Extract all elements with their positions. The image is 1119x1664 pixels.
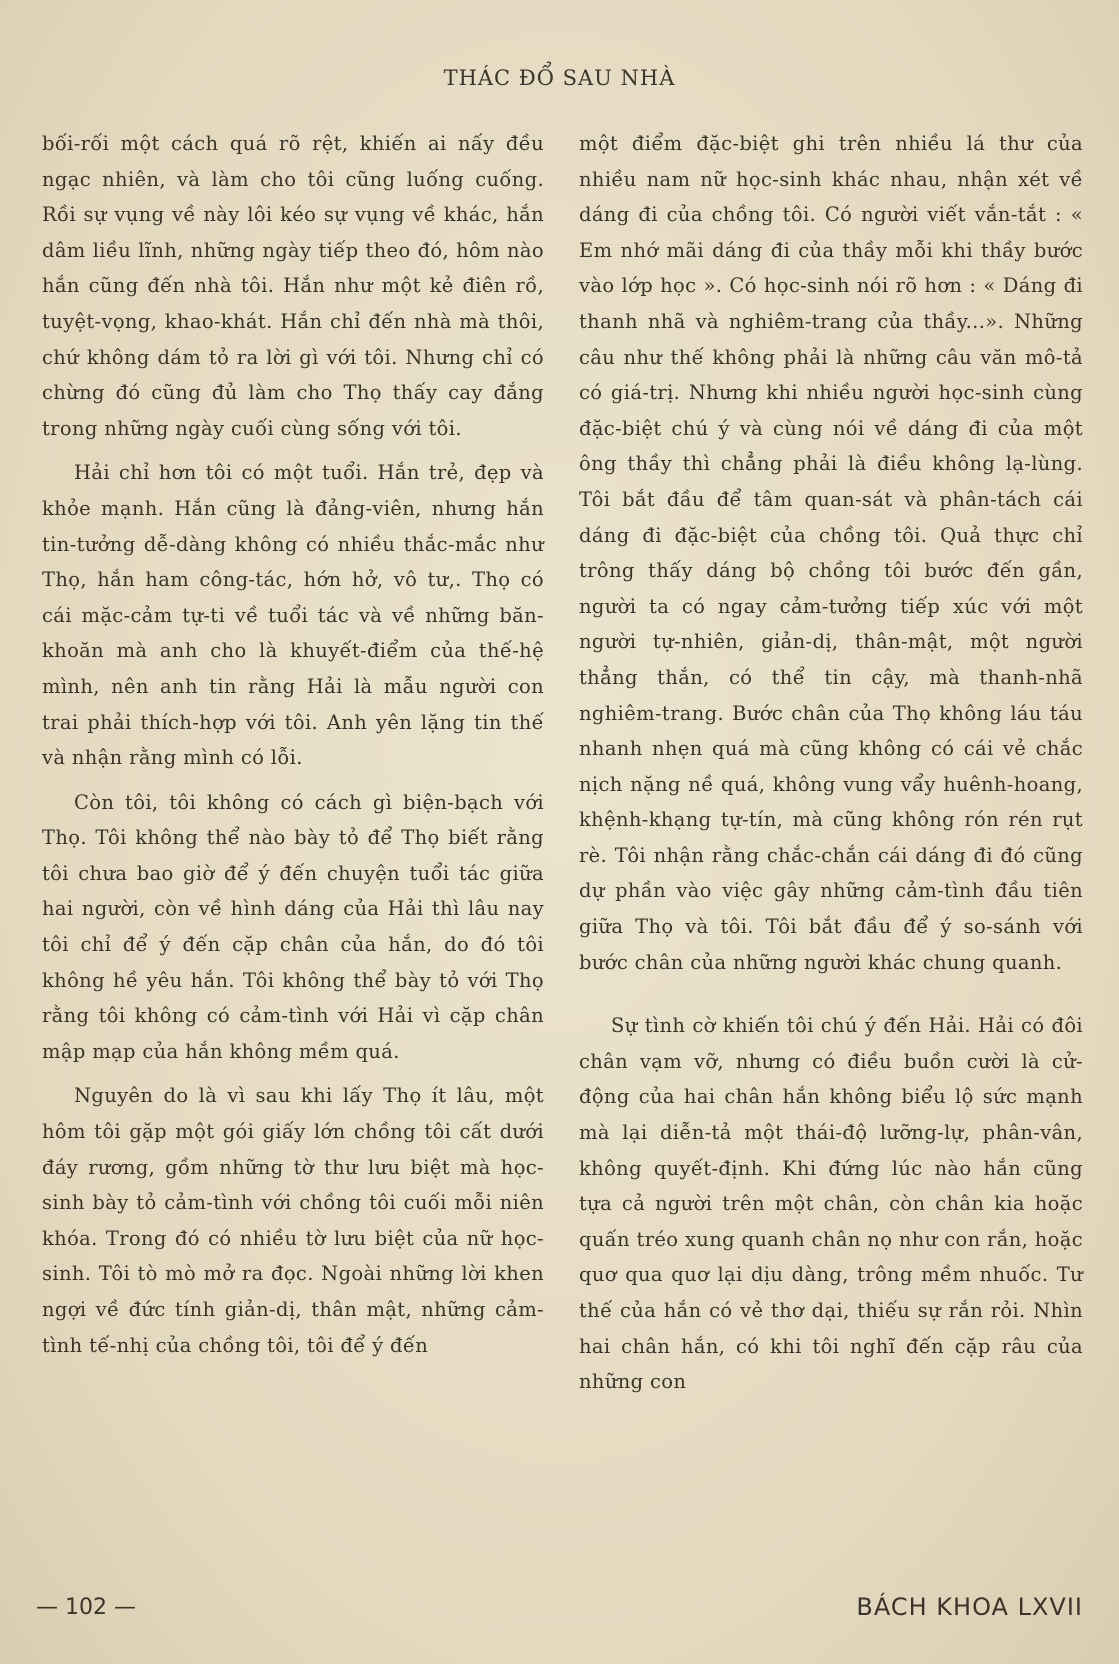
running-title: THÁC ĐỔ SAU NHÀ	[443, 66, 676, 90]
paragraph: Còn tôi, tôi không có cách gì biện-bạch với Thọ. Tôi không thể nào bày tỏ để Thọ biết rằng tôi chưa bao giờ để ý đến chuyện tuổi tác giữa hai người, còn về hình dáng của Hải thì lâu nay tôi chỉ để ý đến cặp chân của hắn, do đó tôi không hề yêu hắn. Tôi không thể bày tỏ với Thọ rằng tôi không có cảm-tình với Hải vì cặp chân mập mạp của hắn không mềm quá.	[42, 790, 544, 1063]
page-number: — 102 —	[36, 1595, 136, 1620]
right-column	[579, 126, 1083, 1400]
paragraph: Nguyên do là vì sau khi lấy Thọ ít lâu, một hôm tôi gặp một gói giấy lớn chồng tôi cất dưới đáy rương, gồm những tờ thư lưu biệt mà học-sinh bày tỏ cảm-tình với chồng tôi cuối mỗi niên khóa. Trong đó có nhiều tờ lưu biệt của nữ học-sinh. Tôi tò mò mở ra đọc. Ngoài những lời khen ngợi về đức tính giản-dị, thân mật, những cảm-tình tế-nhị của chồng tôi, tôi để ý đến	[42, 1084, 544, 1357]
left-column	[42, 126, 544, 1363]
paragraph: Sự tình cờ khiến tôi chú ý đến Hải. Hải có đôi chân vạm vỡ, nhưng có điều buồn cười là cử-động của hai chân hắn không biểu lộ sức mạnh mà lại diễn-tả một thái-độ lưỡng-lự, phân-vân, không quyết-định. Khi đứng lúc nào hắn cũng tựa cả người trên một chân, còn chân kia hoặc quấn tréo xung quanh chân nọ như con rắn, hoặc quơ qua quơ lại dịu dàng, trông mềm nhuốc. Tư thế của hắn có vẻ thơ dại, thiếu sự rắn rỏi. Nhìn hai chân hắn, có khi tôi nghĩ đến cặp râu của những con	[579, 1014, 1083, 1394]
paragraph: một điểm đặc-biệt ghi trên nhiều lá thư của nhiều nam nữ học-sinh khác nhau, nhận xét về dáng đi của chồng tôi. Có người viết vắn-tắt : « Em nhớ mãi dáng đi của thầy mỗi khi thầy bước vào lớp học ». Có học-sinh nói rõ hơn : « Dáng đi thanh nhã và nghiêm-trang của thầy...». Những câu như thế không phải là những câu văn mô-tả có giá-trị. Nhưng khi nhiều người học-sinh cùng đặc-biệt chú ý và cùng nói về dáng đi của một ông thầy thì chẳng phải là điều không lạ-lùng. Tôi bắt đầu để tâm quan-sát và phân-tách cái dáng đi đặc-biệt của chồng tôi. Quả thực chỉ trông thấy dáng bộ chồng tôi bước đến gần, người ta có ngay cảm-tưởng tiếp xúc với một người tự-nhiên, giản-dị, thân-mật, một người thẳng thắn, có thể tin cậy, mà thanh-nhã nghiêm-trang. Bước chân của Thọ không láu táu nhanh nhẹn quá mà cũng không có cái vẻ chắc nịch nặng nề quá, không vung vẩy huênh-hoang, khệnh-khạng tự-tín, mà cũng không rón rén rụt rè. Tôi nhận rằng chắc-chắn cái dáng đi đó cũng dự phần vào việc gây những cảm-tình đầu tiên giữa Thọ và tôi. Tôi bắt đầu để ý so-sánh với bước chân của những người khác chung quanh.	[579, 132, 1083, 974]
paragraph: Hải chỉ hơn tôi có một tuổi. Hắn trẻ, đẹp và khỏe mạnh. Hắn cũng là đảng-viên, nhưng hắn tin-tưởng dễ-dàng không có nhiều thắc-mắc như Thọ, hắn ham công-tác, hớn hở, vô tư,. Thọ có cái mặc-cảm tự-ti về tuổi tác và về những băn-khoăn mà anh cho là khuyết-điểm của thế-hệ mình, nên anh tin rằng Hải là mẫu người con trai phải thích-hợp với tôi. Anh yên lặng tin thế và nhận rằng mình có lỗi.	[42, 461, 544, 770]
paragraph: bối-rối một cách quá rõ rệt, khiến ai nấy đều ngạc nhiên, và làm cho tôi cũng luống cuống. Rồi sự vụng về này lôi kéo sự vụng về khác, hắn dâm liều lĩnh, những ngày tiếp theo đó, hôm nào hắn cũng đến nhà tôi. Hắn như một kẻ điên rồ, tuyệt-vọng, khao-khát. Hắn chỉ đến nhà mà thôi, chứ không dám tỏ ra lời gì với tôi. Nhưng chỉ có chừng đó cũng đủ làm cho Thọ thấy cay đắng trong những ngày cuối cùng sống với tôi.	[42, 132, 544, 440]
journal-name: BÁCH KHOA LXVII	[856, 1593, 1083, 1621]
